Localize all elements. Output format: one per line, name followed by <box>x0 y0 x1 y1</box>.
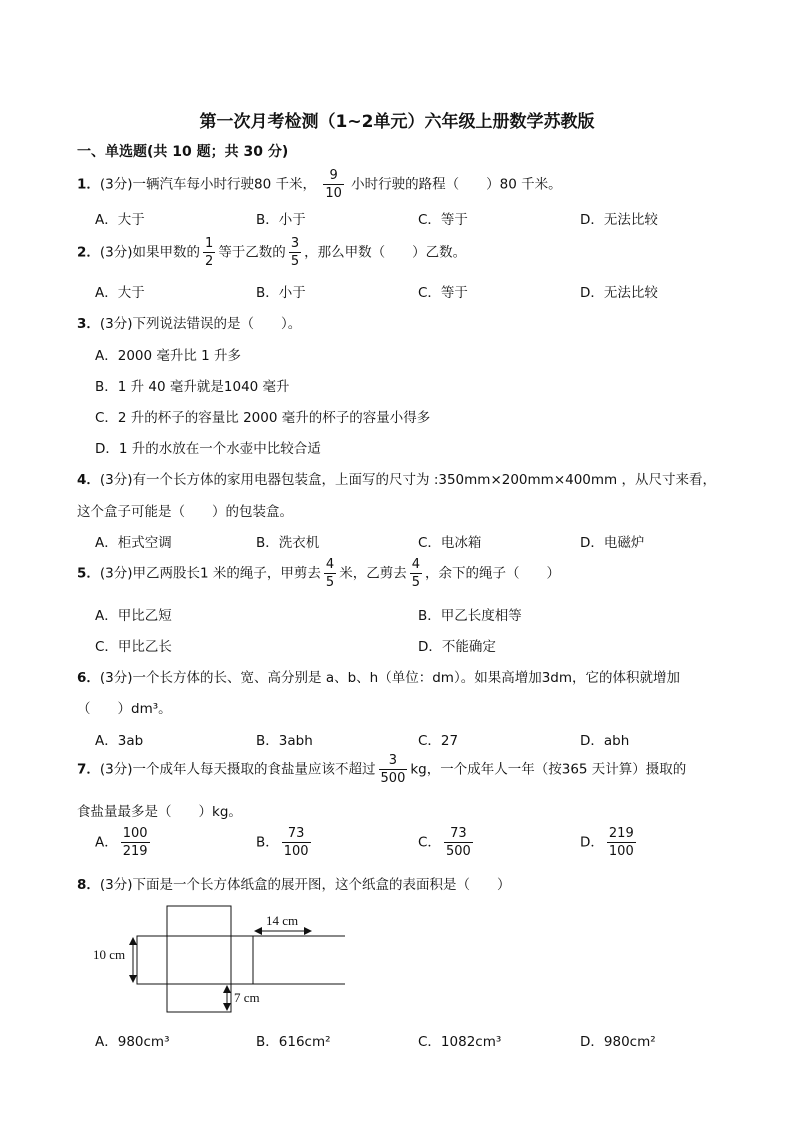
question-text-continued: 食盐量最多是（ ）kg。 <box>77 804 242 820</box>
numerator: 100 <box>122 826 148 841</box>
question-7 <box>77 753 686 786</box>
fraction <box>379 753 408 786</box>
question-text: ，余下的绳子（ ） <box>424 565 560 582</box>
question-text: 等于乙数的 <box>218 244 286 261</box>
option-d[interactable]: D．980cm² <box>580 1034 656 1050</box>
fraction <box>323 168 344 201</box>
option-label: C． <box>418 834 441 851</box>
option-label: D． <box>580 834 604 851</box>
option-c[interactable]: C．27 <box>418 733 459 749</box>
question-3 <box>77 312 301 332</box>
option-b[interactable]: B．小于 <box>256 212 306 228</box>
dimension-label-left: 10 cm <box>93 947 126 962</box>
option-d[interactable]: D．1 升的水放在一个水壶中比较合适 <box>95 441 321 457</box>
question-6 <box>77 666 680 686</box>
question-score: (3分) <box>99 877 133 893</box>
question-score: (3分) <box>99 670 133 686</box>
question-2 <box>77 236 466 269</box>
option-a[interactable]: A．2000 毫升比 1 升多 <box>95 348 242 364</box>
option-b[interactable]: B．1 升 40 毫升就是1040 毫升 <box>95 379 290 395</box>
denominator: 5 <box>325 575 335 590</box>
question-score: (3分) <box>99 244 133 261</box>
question-text-continued: （ ）dm³。 <box>77 701 172 717</box>
question-text: 一辆汽车每小时行驶80 千米， <box>132 176 317 193</box>
fraction <box>282 826 311 859</box>
option-b[interactable] <box>256 826 314 859</box>
question-5 <box>77 557 560 590</box>
denominator: 2 <box>205 254 214 269</box>
option-c[interactable]: C．电冰箱 <box>418 535 482 551</box>
question-4 <box>77 468 716 488</box>
question-score: (3分) <box>99 176 133 193</box>
question-text-continued: 这个盒子可能是（ ）的包装盒。 <box>77 504 293 520</box>
option-label: A． <box>95 834 118 851</box>
question-number: 2． <box>77 244 100 261</box>
fraction <box>289 236 301 269</box>
question-text: 一个长方体的长、宽、高分别是 a、b、h（单位：dm）。如果高增加3dm，它的体积就增加 <box>132 670 680 686</box>
question-number: 7． <box>77 761 100 778</box>
option-d[interactable]: D．电磁炉 <box>580 535 645 551</box>
box-net-diagram <box>85 900 345 1020</box>
option-c[interactable]: C．甲比乙长 <box>95 639 172 655</box>
numerator: 4 <box>411 557 420 572</box>
page-title: 第一次月考检测（1~2单元）六年级上册数学苏教版 <box>199 112 595 132</box>
net-vertical-strip <box>167 906 231 1012</box>
denominator: 500 <box>445 844 471 859</box>
question-number: 6． <box>77 670 100 686</box>
numerator: 3 <box>290 236 300 251</box>
fraction <box>410 557 422 590</box>
question-number: 4． <box>77 472 100 488</box>
numerator: 73 <box>282 826 311 843</box>
numerator: 73 <box>444 826 473 843</box>
denominator: 10 <box>325 186 342 201</box>
option-d[interactable]: D．abh <box>580 733 630 749</box>
question-text: kg，一个成年人一年（按365 天计算）摄取的 <box>410 761 687 778</box>
option-c[interactable] <box>418 826 476 859</box>
option-d[interactable]: D．无法比较 <box>580 212 658 228</box>
question-number: 5． <box>77 565 100 582</box>
option-b[interactable]: B．甲乙长度相等 <box>418 608 522 624</box>
denominator: 219 <box>122 844 148 859</box>
question-score: (3分) <box>99 761 133 778</box>
question-text: 有一个长方体的家用电器包装盒，上面写的尺寸为 :350mm×200mm×400mm ，从尺寸来看， <box>132 472 716 488</box>
question-score: (3分) <box>99 316 133 332</box>
option-c[interactable]: C．等于 <box>418 285 468 301</box>
option-a[interactable]: A．甲比乙短 <box>95 608 172 624</box>
section-heading: 一、单选题(共 10 题；共 30 分) <box>77 144 289 160</box>
denominator: 5 <box>290 254 300 269</box>
question-8 <box>77 873 511 893</box>
option-b[interactable]: B．洗衣机 <box>256 535 320 551</box>
option-b[interactable]: B．3abh <box>256 733 313 749</box>
fraction <box>444 826 473 859</box>
question-number: 8． <box>77 877 100 893</box>
option-a[interactable] <box>95 826 153 859</box>
fraction <box>324 557 336 590</box>
option-label: B． <box>256 834 279 851</box>
question-number: 3． <box>77 316 100 332</box>
fraction <box>121 826 150 859</box>
question-number: 1． <box>77 176 100 193</box>
option-d[interactable]: D．不能确定 <box>418 639 496 655</box>
option-a[interactable]: A．大于 <box>95 212 145 228</box>
option-c[interactable]: C．等于 <box>418 212 468 228</box>
question-1 <box>77 168 562 201</box>
question-text: 下面是一个长方体纸盒的展开图，这个纸盒的表面积是（ ） <box>132 877 511 893</box>
question-text: 甲乙两股长1 米的绳子，甲剪去 <box>132 565 321 582</box>
question-score: (3分) <box>99 565 133 582</box>
denominator: 100 <box>283 844 309 859</box>
question-text: 下列说法错误的是（ ）。 <box>132 316 302 332</box>
denominator: 5 <box>411 575 420 590</box>
question-text: 如果甲数的 <box>132 244 201 261</box>
fraction <box>203 236 215 269</box>
option-a[interactable]: A．3ab <box>95 733 144 749</box>
denominator: 100 <box>608 844 634 859</box>
option-d[interactable] <box>580 826 639 859</box>
option-d[interactable]: D．无法比较 <box>580 285 658 301</box>
numerator: 9 <box>323 168 344 185</box>
option-a[interactable]: A．大于 <box>95 285 145 301</box>
question-text: 米，乙剪去 <box>339 565 407 582</box>
dimension-label-top: 14 cm <box>266 913 299 928</box>
option-c[interactable]: C．2 升的杯子的容量比 2000 毫升的杯子的容量小得多 <box>95 410 431 426</box>
option-a[interactable]: A．柜式空调 <box>95 535 172 551</box>
numerator: 3 <box>379 753 408 770</box>
question-text: 小时行驶的路程（ ）80 千米。 <box>351 176 562 193</box>
denominator: 500 <box>380 771 406 786</box>
numerator: 1 <box>205 236 214 251</box>
question-text: 一个成年人每天摄取的食盐量应该不超过 <box>132 761 376 778</box>
option-b[interactable]: B．小于 <box>256 285 306 301</box>
option-a[interactable]: A．980cm³ <box>95 1034 170 1050</box>
question-text: ，那么甲数（ ）乙数。 <box>304 244 467 261</box>
numerator: 219 <box>608 826 634 841</box>
option-c[interactable]: C．1082cm³ <box>418 1034 502 1050</box>
net-horizontal-strip <box>137 936 345 984</box>
option-b[interactable]: B．616cm² <box>256 1034 331 1050</box>
question-score: (3分) <box>99 472 133 488</box>
dimension-label-bottom: 7 cm <box>234 990 260 1005</box>
numerator: 4 <box>325 557 335 572</box>
fraction <box>607 826 636 859</box>
